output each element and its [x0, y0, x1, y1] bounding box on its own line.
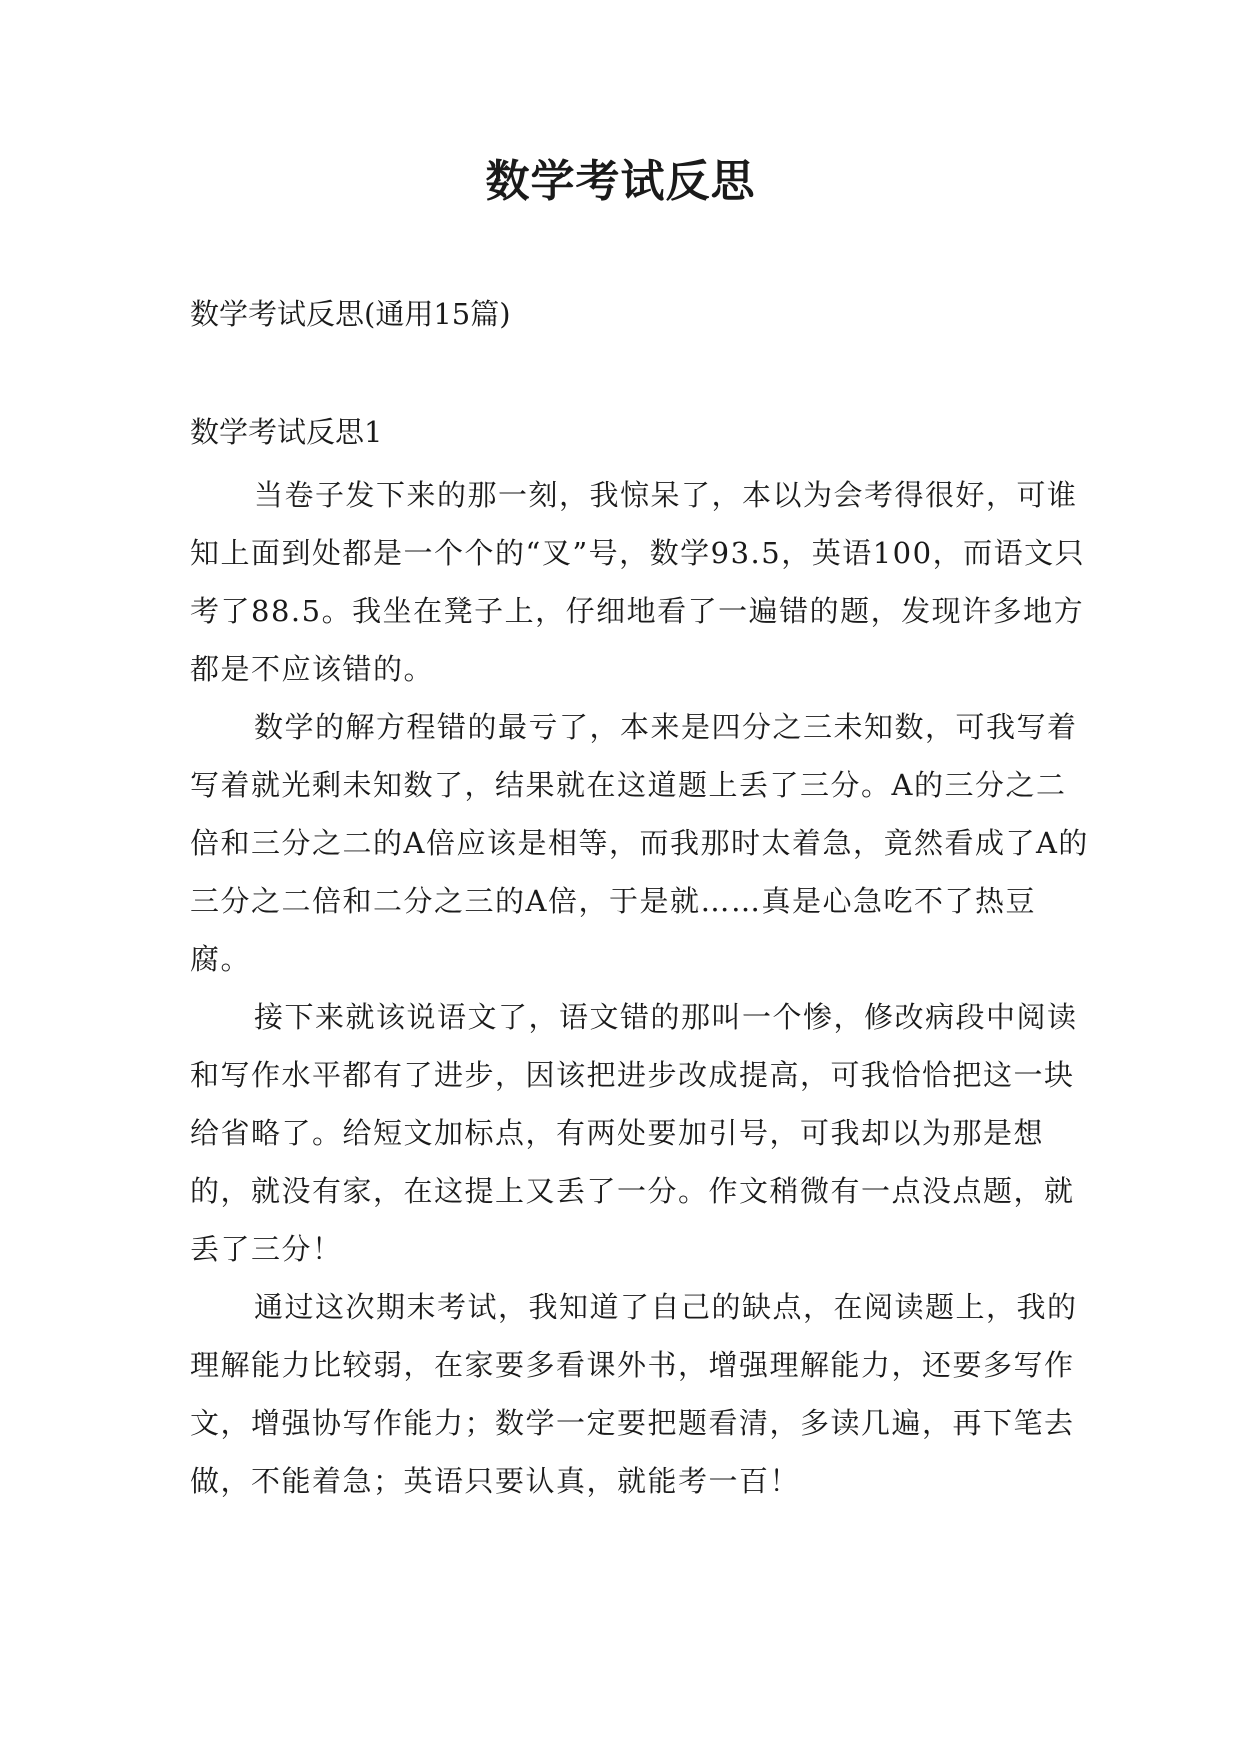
paragraph: 当卷子发下来的那一刻，我惊呆了，本以为会考得很好，可谁知上面到处都是一个个的“叉”号，数学93.5，英语100，而语文只考了88.5。我坐在凳子上，仔细地看了一遍错的题，发现许多地方都是不应该错的。 [190, 478, 1086, 686]
paragraph: 接下来就该说语文了，语文错的那叫一个惨，修改病段中阅读和写作水平都有了进步，因该把进步改成提高，可我恰恰把这一块给省略了。给短文加标点，有两处要加引号，可我却以为那是想的，就没有家，在这提上又丢了一分。作文稍微有一点没点题，就丢了三分！ [190, 1000, 1078, 1266]
section-heading: 数学考试反思1 [190, 415, 383, 449]
body-text [190, 466, 1090, 1510]
document-subtitle: 数学考试反思(通用15篇) [190, 297, 511, 331]
page-title: 数学考试反思 [485, 156, 756, 207]
paragraph: 通过这次期末考试，我知道了自己的缺点，在阅读题上，我的理解能力比较弱，在家要多看课外书，增强理解能力，还要多写作文，增强协写作能力；数学一定要把题看清，多读几遍，再下笔去做，不能着急；英语只要认真，就能考一百！ [190, 1290, 1078, 1498]
paragraph: 数学的解方程错的最亏了，本来是四分之三未知数，可我写着写着就光剩未知数了，结果就在这道题上丢了三分。A的三分之二倍和三分之二的A倍应该是相等，而我那时太着急，竟然看成了A的三分之二倍和二分之三的A倍，于是就……真是心急吃不了热豆腐。 [190, 710, 1089, 976]
